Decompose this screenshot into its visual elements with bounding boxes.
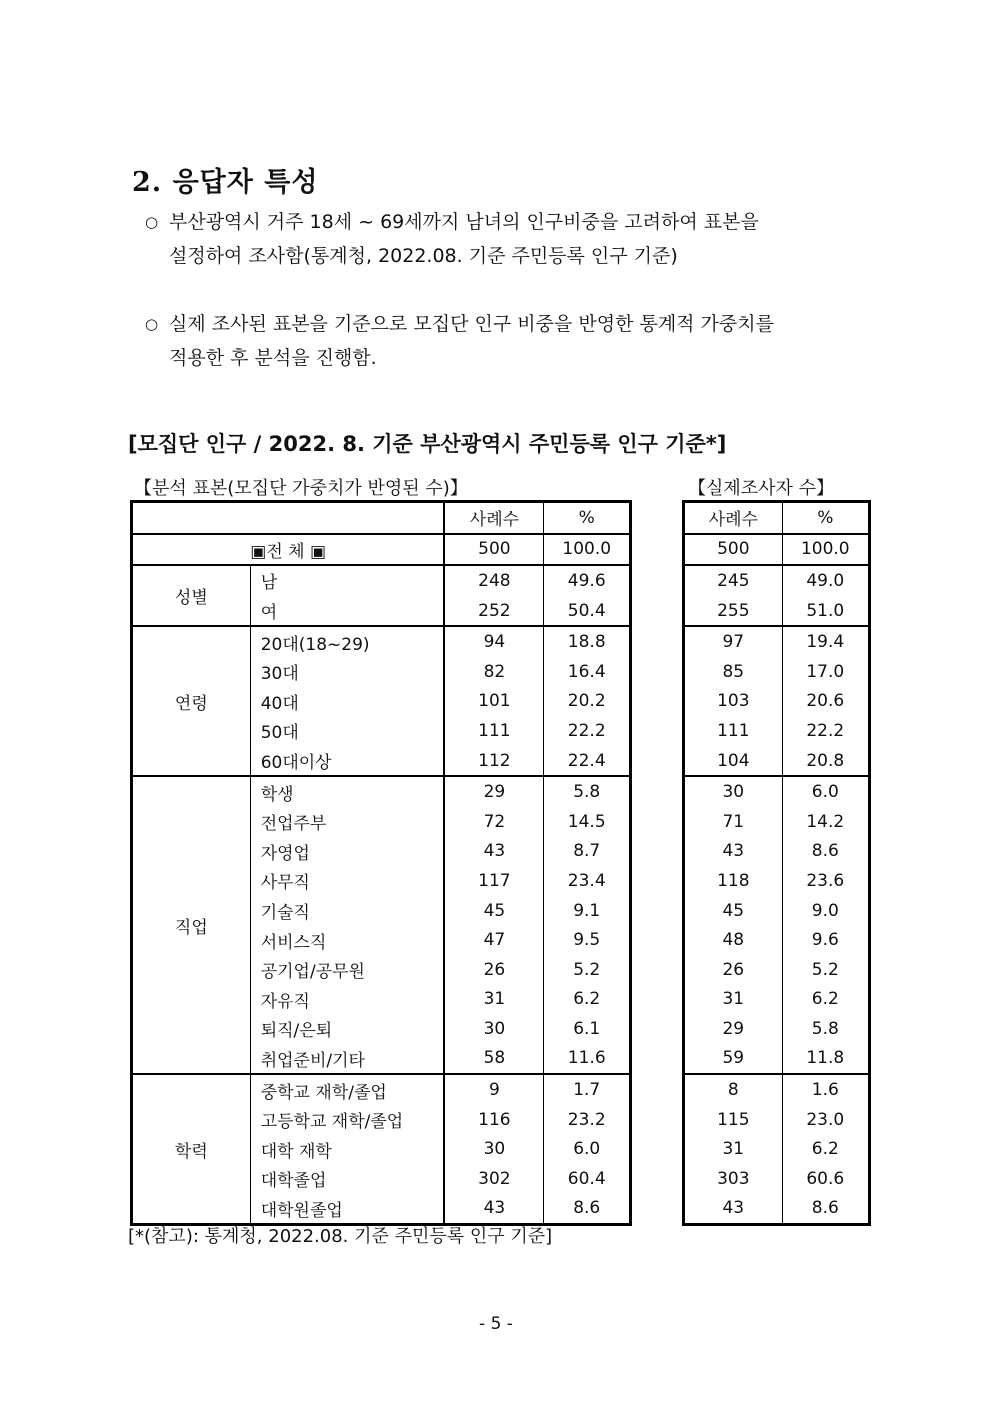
table-row xyxy=(684,985,870,1015)
row-count: 31 xyxy=(722,1139,745,1160)
table-row xyxy=(132,626,631,657)
row-label: 서비스직 xyxy=(250,925,444,955)
row-count: 8 xyxy=(684,1074,783,1105)
row-label: 기술직 xyxy=(250,896,444,926)
row-count: 59 xyxy=(722,1048,745,1069)
row-label: 고등학교 재학/졸업 xyxy=(250,1105,444,1135)
row-percent: 1.6 xyxy=(782,1074,869,1105)
row-count: 252 xyxy=(444,596,544,627)
table-row xyxy=(684,925,870,955)
group-label: 직업 xyxy=(132,776,251,1074)
row-percent: 17.0 xyxy=(782,657,869,687)
group-label: 연령 xyxy=(132,626,251,776)
row-count: 85 xyxy=(722,661,745,682)
row-label: 사무직 xyxy=(250,866,444,896)
actual-respondents-table xyxy=(682,500,871,1226)
row-percent: 20.8 xyxy=(782,746,869,777)
row-count: 117 xyxy=(444,866,544,896)
row-count: 31 xyxy=(722,989,745,1010)
row-percent: 11.6 xyxy=(544,1044,631,1075)
header-row xyxy=(132,502,631,534)
header-count: 사례수 xyxy=(708,510,758,531)
table-row xyxy=(684,1134,870,1164)
row-count: 72 xyxy=(444,807,544,837)
row-count: 43 xyxy=(722,841,745,862)
row-label: 여 xyxy=(250,596,444,627)
row-count: 45 xyxy=(722,900,745,921)
row-count: 101 xyxy=(444,687,544,717)
row-percent: 23.6 xyxy=(782,866,869,896)
row-count: 30 xyxy=(444,1134,544,1164)
row-percent: 22.4 xyxy=(544,746,631,777)
row-percent: 8.6 xyxy=(782,1194,869,1225)
weighted-sample-table xyxy=(130,500,632,1226)
row-count: 82 xyxy=(444,657,544,687)
row-label: 자유직 xyxy=(250,985,444,1015)
table-row xyxy=(684,1044,870,1075)
row-percent: 9.5 xyxy=(544,925,631,955)
row-percent: 9.6 xyxy=(782,925,869,955)
row-count: 97 xyxy=(684,626,783,657)
table-row xyxy=(132,1074,631,1105)
row-count: 116 xyxy=(444,1105,544,1135)
row-count: 302 xyxy=(444,1164,544,1194)
row-percent: 49.0 xyxy=(782,565,869,596)
row-count: 104 xyxy=(717,750,750,771)
row-count: 48 xyxy=(722,930,745,951)
row-percent: 23.0 xyxy=(782,1105,869,1135)
total-label: ▣전 체 ▣ xyxy=(132,534,445,566)
header-percent: % xyxy=(544,502,631,534)
row-label: 학생 xyxy=(250,776,444,807)
table-row xyxy=(684,687,870,717)
row-label: 대학원졸업 xyxy=(250,1194,444,1225)
table-row xyxy=(684,1014,870,1044)
header-percent: % xyxy=(782,502,869,534)
row-label: 자영업 xyxy=(250,837,444,867)
row-percent: 49.6 xyxy=(544,565,631,596)
table-row xyxy=(132,776,631,807)
table-row xyxy=(684,896,870,926)
total-percent: 100.0 xyxy=(782,534,869,566)
table-row xyxy=(684,776,870,807)
table-row xyxy=(684,955,870,985)
header-blank xyxy=(132,502,445,534)
bullet-line: 부산광역시 거주 18세 ~ 69세까지 남녀의 인구비중을 고려하여 표본을 xyxy=(169,211,759,233)
row-count: 31 xyxy=(444,985,544,1015)
page-number: - 5 - xyxy=(479,1314,513,1334)
group-label: 성별 xyxy=(132,565,251,626)
row-percent: 18.8 xyxy=(544,626,631,657)
row-percent: 6.2 xyxy=(544,985,631,1015)
row-count: 112 xyxy=(444,746,544,777)
row-count: 30 xyxy=(444,1014,544,1044)
row-label: 남 xyxy=(250,565,444,596)
row-percent: 6.1 xyxy=(544,1014,631,1044)
row-percent: 5.2 xyxy=(544,955,631,985)
row-count: 111 xyxy=(444,716,544,746)
row-label: 60대이상 xyxy=(250,746,444,777)
row-count: 303 xyxy=(717,1168,750,1189)
row-count: 94 xyxy=(444,626,544,657)
table-row xyxy=(132,565,631,596)
row-count: 29 xyxy=(722,1018,745,1039)
row-percent: 20.6 xyxy=(782,687,869,717)
row-count: 71 xyxy=(722,811,745,832)
caption-actual-respondents: 【실제조사자 수】 xyxy=(688,478,835,499)
table-row xyxy=(684,1105,870,1135)
table-row xyxy=(684,746,870,777)
row-label: 30대 xyxy=(250,657,444,687)
row-percent: 60.4 xyxy=(544,1164,631,1194)
table-row xyxy=(684,657,870,687)
table-row xyxy=(684,807,870,837)
total-row xyxy=(684,534,870,566)
row-count: 58 xyxy=(444,1044,544,1075)
row-label: 20대(18~29) xyxy=(250,626,444,657)
row-percent: 9.0 xyxy=(782,896,869,926)
header-row xyxy=(684,502,870,534)
row-percent: 11.8 xyxy=(782,1044,869,1075)
table-row xyxy=(684,626,870,657)
row-percent: 5.8 xyxy=(782,1014,869,1044)
row-percent: 14.2 xyxy=(782,807,869,837)
row-count: 30 xyxy=(684,776,783,807)
total-percent: 100.0 xyxy=(544,534,631,566)
row-percent: 60.6 xyxy=(782,1164,869,1194)
row-percent: 51.0 xyxy=(782,596,869,627)
bullet-marker: ○ xyxy=(145,213,159,231)
row-percent: 22.2 xyxy=(544,716,631,746)
row-count: 115 xyxy=(717,1109,750,1130)
row-percent: 5.2 xyxy=(782,955,869,985)
row-count: 245 xyxy=(684,565,783,596)
row-count: 26 xyxy=(444,955,544,985)
row-percent: 6.0 xyxy=(544,1134,631,1164)
row-percent: 22.2 xyxy=(782,716,869,746)
row-count: 9 xyxy=(444,1074,544,1105)
row-percent: 23.2 xyxy=(544,1105,631,1135)
row-count: 255 xyxy=(717,600,750,621)
group-label: 학력 xyxy=(132,1074,251,1224)
row-count: 26 xyxy=(722,959,745,980)
row-count: 43 xyxy=(444,837,544,867)
row-label: 취업준비/기타 xyxy=(250,1044,444,1075)
table-row xyxy=(684,565,870,596)
table-row xyxy=(684,1074,870,1105)
row-percent: 1.7 xyxy=(544,1074,631,1105)
row-label: 전업주부 xyxy=(250,807,444,837)
table-row xyxy=(684,837,870,867)
row-count: 43 xyxy=(444,1194,544,1225)
bullet-line: 설정하여 조사함(통계청, 2022.08. 기준 주민등록 인구 기준) xyxy=(169,245,678,267)
row-label: 퇴직/은퇴 xyxy=(250,1014,444,1044)
bullet-marker: ○ xyxy=(145,315,159,333)
row-percent: 6.0 xyxy=(782,776,869,807)
row-count: 47 xyxy=(444,925,544,955)
row-percent: 8.7 xyxy=(544,837,631,867)
row-count: 103 xyxy=(717,691,750,712)
row-percent: 6.2 xyxy=(782,1134,869,1164)
total-count: 500 xyxy=(684,534,783,566)
total-count: 500 xyxy=(444,534,544,566)
row-percent: 9.1 xyxy=(544,896,631,926)
row-count: 111 xyxy=(717,720,750,741)
section-heading: 2. 응답자 특성 xyxy=(132,167,319,198)
row-count: 118 xyxy=(717,870,750,891)
row-label: 40대 xyxy=(250,687,444,717)
table-row xyxy=(684,1164,870,1194)
row-percent: 8.6 xyxy=(544,1194,631,1225)
row-label: 공기업/공무원 xyxy=(250,955,444,985)
bullet-line: 적용한 후 분석을 진행함. xyxy=(169,347,377,369)
row-percent: 5.8 xyxy=(544,776,631,807)
row-label: 대학 재학 xyxy=(250,1134,444,1164)
table-row xyxy=(684,596,870,627)
row-count: 43 xyxy=(722,1198,745,1219)
table-row xyxy=(684,1194,870,1225)
caption-weighted-sample: 【분석 표본(모집단 가중치가 반영된 수)】 xyxy=(134,478,468,499)
row-percent: 6.2 xyxy=(782,985,869,1015)
row-percent: 8.6 xyxy=(782,837,869,867)
table-row xyxy=(684,716,870,746)
row-percent: 19.4 xyxy=(782,626,869,657)
row-percent: 20.2 xyxy=(544,687,631,717)
table-section-title: [모집단 인구 / 2022. 8. 기준 부산광역시 주민등록 인구 기준*] xyxy=(128,432,727,456)
row-percent: 16.4 xyxy=(544,657,631,687)
row-label: 대학졸업 xyxy=(250,1164,444,1194)
row-label: 중학교 재학/졸업 xyxy=(250,1074,444,1105)
total-row xyxy=(132,534,631,566)
table-row xyxy=(684,866,870,896)
row-label: 50대 xyxy=(250,716,444,746)
bullet-line: 실제 조사된 표본을 기준으로 모집단 인구 비중을 반영한 통계적 가중치를 xyxy=(169,313,774,335)
header-count: 사례수 xyxy=(444,502,544,534)
row-count: 45 xyxy=(444,896,544,926)
row-percent: 14.5 xyxy=(544,807,631,837)
row-count: 29 xyxy=(444,776,544,807)
row-percent: 23.4 xyxy=(544,866,631,896)
row-percent: 50.4 xyxy=(544,596,631,627)
row-count: 248 xyxy=(444,565,544,596)
footnote: [*(참고): 통계청, 2022.08. 기준 주민등록 인구 기준] xyxy=(128,1226,553,1247)
